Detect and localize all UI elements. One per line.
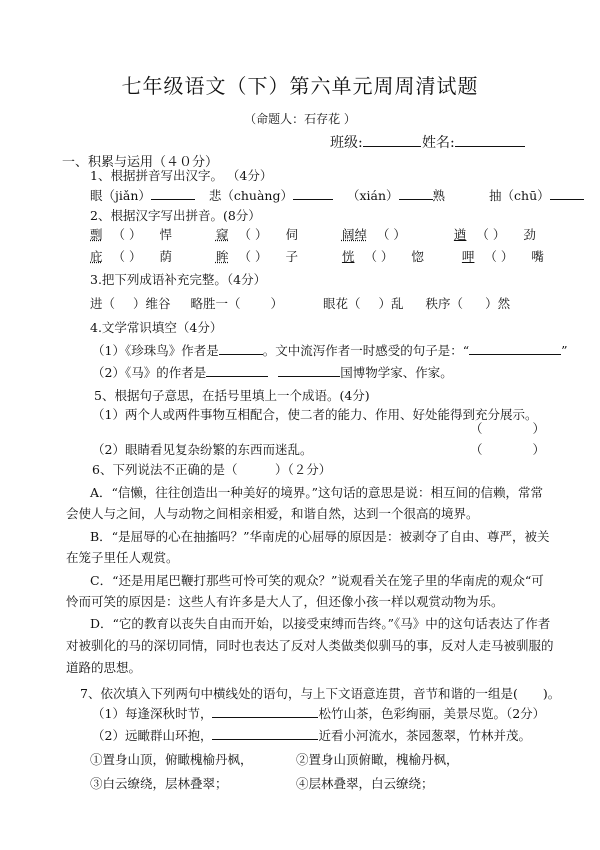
q2-char: 呷 [461,249,475,264]
q7-text: （2）远瞰群山环抱， [92,728,213,743]
q1-row [90,186,584,204]
q6-label: 6、下列说法不正确的是（ ）（２分） [92,462,332,477]
q3-item: 眼花（ [323,296,361,311]
q7-blank-2[interactable] [212,727,318,740]
q2-paren[interactable]: （ ） [376,227,406,242]
q1-item-3: （xián） [346,188,399,203]
q6-option-c: C．“还是用尾巴鞭打那些可怜可笑的观众？”说观看关在笼子里的华南虎的观众“可 [90,573,544,588]
q4-blank-author[interactable] [219,342,263,355]
q4-text: （2）《马》的作者是 [92,365,207,380]
q4-line-1 [92,341,568,359]
name-blank[interactable] [455,134,525,147]
q1-item-4: 熟 [432,188,446,203]
q1-item-2: 悲（chuàng） [208,188,293,203]
q4-text: （1）《珍珠鸟》作者是 [92,343,219,358]
q1-label: 1、根据拼音写出汉字。 （4分） [90,168,273,183]
q2-paren[interactable]: （ ） [364,249,394,264]
q1-item-1: 眼（jiǎn） [90,188,151,203]
class-blank[interactable] [363,134,421,147]
q6-option-b: B．“是屈辱的心在抽搐吗？”华南虎的心屈辱的原因是：被剥夺了自由、尊严，被关 [90,529,550,544]
q4-blank-sentence[interactable] [469,342,561,355]
q2-paren[interactable]: （ ） [484,249,514,264]
q6-option-c-cont: 怜而可笑的原因是：这些人有许多是大人了，但还像小孩一样以观赏动物为乐。 [66,594,504,609]
q6-option-d-cont: 对被驯化的马的深切同情，同时也表达了反对人类做类似驯马的事，反对人走马被驯服的 [66,638,554,653]
q1-blank-1[interactable] [151,187,195,200]
q7-option-3: ③白云缭绕，层林叠翠； [90,776,228,791]
q6-option-b-cont: 在笼子里任人观赏。 [66,550,179,565]
q2-char: 恍 [341,249,355,264]
q4-blank-country[interactable] [278,364,340,377]
q3-item: 略胜一（ [190,296,241,311]
q2-char: 悍 [159,227,172,242]
author-line: （命题人：石存花 ） [244,112,356,126]
q3-item[interactable]: ）乱 [378,296,404,311]
q2-char: 惚 [411,249,424,264]
q4-line-2 [92,363,453,381]
page-title: 七年级语文（下）第六单元周周清试题 [121,74,479,98]
q7-text: 松竹山茶，色彩绚丽，美景尽览。（2分） [318,706,546,721]
q7-sentence-1 [92,704,545,722]
q2-char: 劲 [523,227,536,242]
q5-label: 5、根据句子意思，在括号里填上一个成语。(4分) [94,388,370,403]
q4-text: ” [561,343,568,358]
section-heading: 一、积累与运用（４０分） [62,155,219,170]
q1-blank-3[interactable] [399,187,433,200]
q5-line-2: （2）眼睛看见复杂纷繁的东西而迷乱。 [92,442,313,457]
q4-text: 。文中流泻作者一时感受的句子是：“ [262,343,470,358]
q3-row [90,294,510,312]
q3-item[interactable]: ） [270,296,284,311]
q5-answer-1[interactable]: （ ） [470,421,546,436]
q2-char: 窥 [215,227,229,242]
q3-label: 3.把下列成语补充完整。（4分） [90,272,267,287]
q2-label: 2、根据汉字写出拼音。(8分） [90,208,261,223]
q3-item[interactable]: ）维谷 [133,296,171,311]
q2-char: 眸 [215,249,229,264]
q2-char: 剽 [90,227,103,242]
q2-row-1 [90,225,550,243]
q2-paren[interactable]: （ ） [112,227,142,242]
name-label: 姓名: [422,135,455,151]
q1-item-5: 抽（chū） [489,188,550,203]
q2-char: 遒 [453,227,467,242]
q7-blank-1[interactable] [212,705,318,718]
q3-item[interactable]: ）然 [485,296,511,311]
q4-text: 国博物学家、作家。 [340,365,453,380]
q2-char: 嘴 [531,249,544,264]
q2-char: 阔绰 [341,227,367,242]
q5-line-1: （1）两个人或两件事物互相配合，使二者的能力、作用、好处能得到充分展示。 [92,407,538,422]
q7-label: 7、依次填入下列两句中横线处的语句，与上下文语意连贯，音节和谐的一组是( )。 [80,686,561,701]
q7-option-1: ①置身山顶，俯瞰槐榆丹枫， [90,752,253,767]
q2-row-2 [90,247,550,265]
q3-item: 秩序（ [425,296,464,311]
q2-char: 子 [285,249,298,264]
q2-char: 庇 [90,249,103,264]
q7-option-4: ④层林叠翠，白云缭绕； [296,776,434,791]
q6-option-d: D．“它的教育以丧失自由而开始，以接受束缚而告终。”《马》中的这句话表达了作者 [90,616,551,631]
q2-paren[interactable]: （ ） [476,227,506,242]
q5-answer-2[interactable]: （ ） [470,442,546,457]
q4-blank-mauthor[interactable] [206,364,268,377]
q3-item: 进（ [90,296,116,311]
q6-option-a: A．“信懒，往往创造出一种美好的境界。”这句话的意思是说：相互间的信赖，常常 [90,485,544,500]
q7-option-2: ②置身山顶俯瞰，槐榆丹枫， [296,752,459,767]
q1-blank-5[interactable] [550,187,584,200]
class-field[interactable] [330,132,421,152]
q4-label: 4.文学常识填空（4分） [90,320,223,335]
q7-text: 近看小河流水，茶园葱翠，竹林并茂。 [318,728,531,743]
q1-blank-2[interactable] [293,187,333,200]
q2-paren[interactable]: （ ） [238,227,268,242]
q2-paren[interactable]: （ ） [112,249,142,264]
name-field[interactable] [422,132,525,152]
q6-option-d-cont2: 道路的思想。 [66,660,142,675]
q6-option-a-cont: 会使人与之间，人与动物之间相亲相爱，和谐自然，达到一个很高的境界。 [66,506,479,521]
class-label: 班级: [330,135,363,151]
q7-sentence-2 [92,726,531,744]
q2-char: 伺 [285,227,298,242]
q2-paren[interactable]: （ ） [238,249,268,264]
q2-char: 荫 [159,249,172,264]
q7-text: （1）每逢深秋时节， [92,706,213,721]
